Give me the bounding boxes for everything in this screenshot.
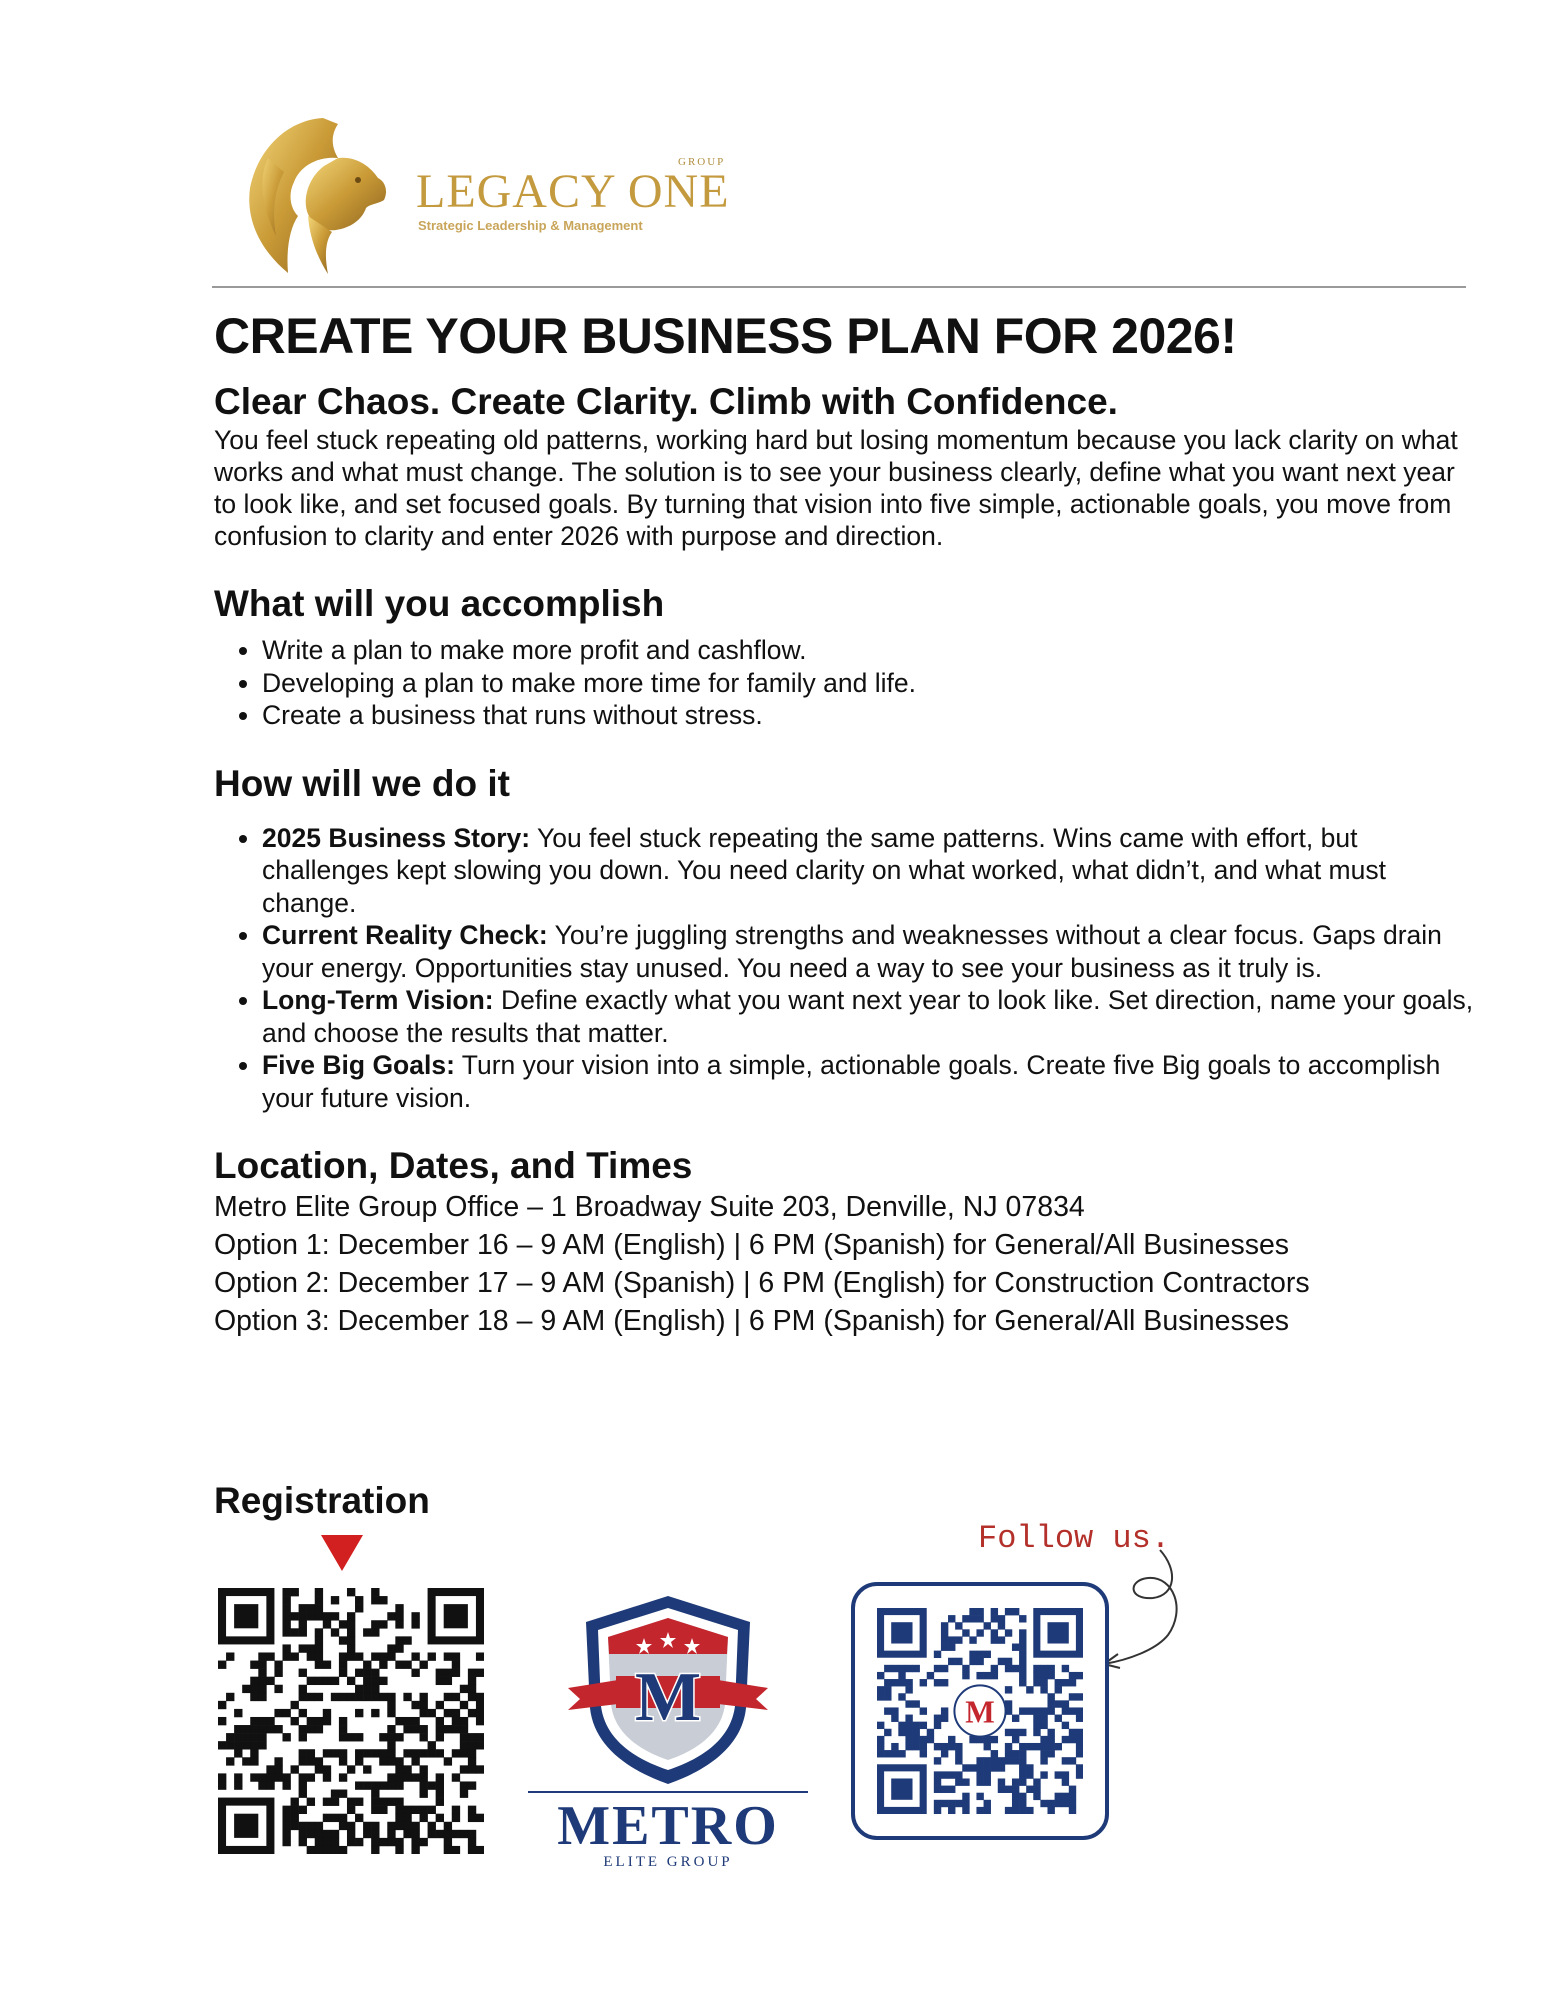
how-section (214, 762, 1476, 1115)
item-label: Long-Term Vision: (262, 985, 494, 1015)
registration-qr-code[interactable] (218, 1588, 484, 1854)
schedule-option: Option 3: December 18 – 9 AM (English) | 6 PM (Spanish) for General/All Businesses (214, 1305, 1290, 1337)
how-heading: How will we do it (214, 762, 510, 804)
registration-heading: Registration (214, 1480, 430, 1521)
item-text: You’re juggling strengths and weaknesses without a clear focus. Gaps drain your energy. Opportunities stay unused. You need a way to see your business as it truly is. (262, 920, 1442, 983)
schedule-option: Option 1: December 16 – 9 AM (English) | 6 PM (Spanish) for General/All Businesses (214, 1229, 1290, 1261)
item-text: You feel stuck repeating the same patterns. Wins came with effort, but challenges kept slowing you down. You need clarity on what worked, what didn’t, and what must change. (262, 822, 1386, 918)
brand-name: LEGACY ONE (416, 165, 730, 218)
metro-name: METRO (557, 1795, 779, 1857)
metro-letter: M (634, 1659, 702, 1736)
brand-group-label: GROUP (678, 156, 726, 168)
location-address: Metro Elite Group Office – 1 Broadway Suite 203, Denville, NJ 07834 (214, 1191, 1085, 1223)
follow-qr-code[interactable] (877, 1608, 1083, 1814)
follow-us-label: Follow us. (978, 1520, 1171, 1557)
list-item (262, 1049, 1476, 1114)
list-item: • Create a business that runs without stress. (262, 699, 1476, 732)
item-text: Define exactly what you want next year to look like. Set direction, name your goals, and choose the results that matter. (262, 985, 1474, 1048)
location-section (214, 1144, 1476, 1340)
how-list (214, 822, 1476, 1115)
list-item (262, 822, 1476, 920)
down-arrow-icon (321, 1535, 363, 1571)
accomplish-heading: What will you accomplish (214, 583, 665, 624)
shield-icon (528, 1588, 808, 1788)
curved-arrow-icon (1098, 1540, 1193, 1680)
accomplish-list (214, 634, 1476, 732)
location-heading: Location, Dates, and Times (214, 1145, 693, 1186)
header-divider (212, 286, 1466, 288)
lion-head-icon (228, 108, 408, 288)
follow-qr-frame (851, 1582, 1109, 1840)
list-item (262, 919, 1476, 984)
intro-heading: Clear Chaos. Create Clarity. Climb with Confidence. (214, 381, 1118, 422)
intro-paragraph: You feel stuck repeating old patterns, working hard but losing momentum because you lack clarity on what works and what must change. The solution is to see your business clearly, define what you want next year to look like, and set focused goals. By turning that vision into five simple, actionable goals, you move from confusion to clarity and enter 2026 with purpose and direction. (214, 425, 1458, 551)
metro-elite-logo (528, 1588, 808, 1870)
item-text: Turn your vision into a simple, actionable goals. Create five Big goals to accomplish your future vision. (262, 1050, 1441, 1113)
qr-center-logo: M (965, 1694, 995, 1730)
schedule-option: Option 2: December 17 – 9 AM (Spanish) | 6 PM (English) for Construction Contractors (214, 1267, 1310, 1299)
metro-divider (528, 1791, 808, 1793)
accomplish-section (214, 582, 1476, 732)
metro-subtitle: ELITE GROUP (603, 1854, 733, 1870)
brand-tagline: Strategic Leadership & Management (418, 218, 643, 233)
item-label: 2025 Business Story: (262, 822, 531, 853)
list-item (262, 984, 1476, 1049)
list-item: • Write a plan to make more profit and cashflow. (262, 634, 1476, 667)
legacy-one-logo (228, 108, 748, 288)
item-label: Current Reality Check: (262, 920, 548, 950)
item-label: Five Big Goals: (262, 1050, 455, 1080)
flyer-content (214, 300, 1476, 1340)
list-item: • Developing a plan to make more time for family and life. (262, 667, 1476, 700)
page-title: CREATE YOUR BUSINESS PLAN FOR 2026! (214, 308, 1237, 364)
